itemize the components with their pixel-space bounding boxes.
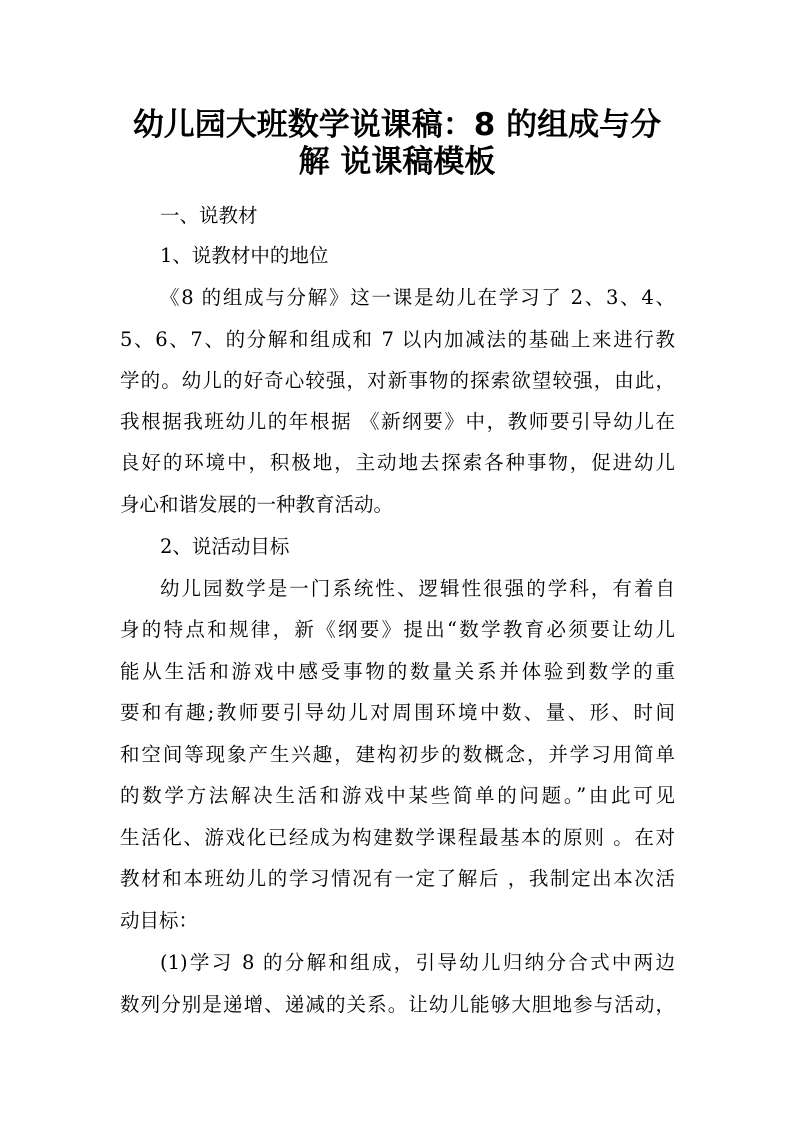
paragraph-line: 动目标： bbox=[120, 909, 199, 932]
paragraph-line: 教材和本班幼儿的学习情况有一定了解后 ，我制定出本次活 bbox=[120, 867, 675, 890]
section-heading-1: 一、说教材 bbox=[160, 204, 258, 227]
paragraph-line: 数列分别是递增、递减的关系。让幼儿能够大胆地参与活动， bbox=[120, 993, 675, 1016]
paragraph-line: 和空间等现象产生兴趣，建构初步的数概念，并学习用简单 bbox=[120, 743, 675, 766]
subsection-heading-1: 1、说教材中的地位 bbox=[160, 244, 329, 267]
paragraph-line: 要和有趣;教师要引导幼儿对周围环境中数、量、形、时间 bbox=[120, 701, 675, 724]
paragraph-line: 身心和谐发展的一种教育活动。 bbox=[120, 493, 394, 516]
paragraph-line: 能从生活和游戏中感受事物的数量关系并体验到数学的重 bbox=[120, 660, 675, 683]
paragraph-line: 身的特点和规律，新《纲要》提出“数学教育必须要让幼儿 bbox=[120, 618, 675, 641]
subsection-heading-2: 2、说活动目标 bbox=[160, 535, 290, 558]
paragraph-line: 幼儿园数学是一门系统性、逻辑性很强的学科，有着自 bbox=[160, 577, 675, 600]
paragraph-line: 学的。幼儿的好奇心较强，对新事物的探索欲望较强，由此， bbox=[120, 369, 675, 392]
paragraph-line: 5、6、7、的分解和组成和 7 以内加减法的基础上来进行教 bbox=[120, 328, 675, 351]
paragraph-line: 的数学方法解决生活和游戏中某些简单的问题。”由此可见 bbox=[120, 784, 675, 807]
paragraph-line: 《8 的组成与分解》这一课是幼儿在学习了 2、3、4、 bbox=[160, 286, 675, 309]
paragraph-line: 生活化、游戏化已经成为构建数学课程最基本的原则 。在对 bbox=[120, 826, 675, 849]
document-title-line-1: 幼儿园大班数学说课稿：8 的组成与分 bbox=[132, 107, 662, 143]
document-title-line-2: 解 说课稿模板 bbox=[298, 144, 496, 180]
paragraph-line: 我根据我班幼儿的年根据 《新纲要》中，教师要引导幼儿在 bbox=[120, 410, 675, 433]
paragraph-line: 良好的环境中，积极地，主动地去探索各种事物，促进幼儿 bbox=[120, 451, 675, 474]
paragraph-line: (1)学习 8 的分解和组成，引导幼儿归纳分合式中两边 bbox=[160, 951, 675, 974]
